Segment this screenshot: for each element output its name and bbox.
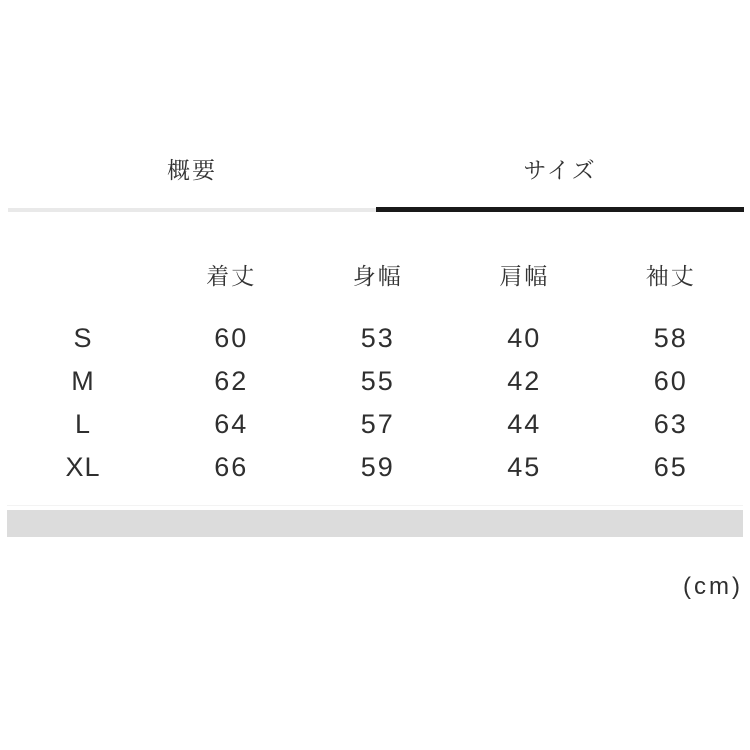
column-header-katahaba: 肩幅	[499, 263, 550, 289]
table-row-xl	[8, 446, 744, 489]
column-header-mihaba: 身幅	[352, 263, 403, 289]
size-label: S	[73, 323, 93, 353]
value-cell: 57	[360, 409, 395, 439]
size-table-header	[8, 258, 744, 291]
horizontal-scrollbar[interactable]	[7, 510, 743, 537]
size-label: M	[71, 366, 95, 396]
value-cell: 60	[214, 323, 249, 353]
tab-overview-label: 概要	[167, 157, 217, 183]
table-row-m	[8, 360, 744, 403]
size-label: L	[74, 409, 92, 439]
divider	[7, 505, 743, 506]
value-cell: 53	[360, 323, 395, 353]
value-cell: 59	[360, 452, 395, 482]
table-row-l	[8, 403, 744, 446]
tab-overview[interactable]	[8, 141, 376, 212]
column-header-chakutake: 着丈	[206, 263, 257, 289]
corner-cell	[8, 258, 158, 291]
value-cell: 42	[507, 366, 542, 396]
unit-label: (cm)	[683, 573, 743, 600]
value-cell: 45	[507, 452, 542, 482]
value-cell: 60	[653, 366, 688, 396]
table-row-s	[8, 317, 744, 360]
value-cell: 66	[214, 452, 249, 482]
size-table-body	[8, 317, 744, 489]
tab-bar	[8, 141, 744, 212]
tab-size-label: サイズ	[523, 157, 597, 183]
value-cell: 40	[507, 323, 542, 353]
value-cell: 64	[214, 409, 249, 439]
value-cell: 44	[507, 409, 542, 439]
value-cell: 55	[360, 366, 395, 396]
tab-size[interactable]	[376, 141, 744, 212]
value-cell: 58	[653, 323, 688, 353]
column-header-sodetake: 袖丈	[645, 263, 696, 289]
size-label: XL	[65, 452, 101, 482]
value-cell: 65	[653, 452, 688, 482]
value-cell: 63	[653, 409, 688, 439]
value-cell: 62	[214, 366, 249, 396]
